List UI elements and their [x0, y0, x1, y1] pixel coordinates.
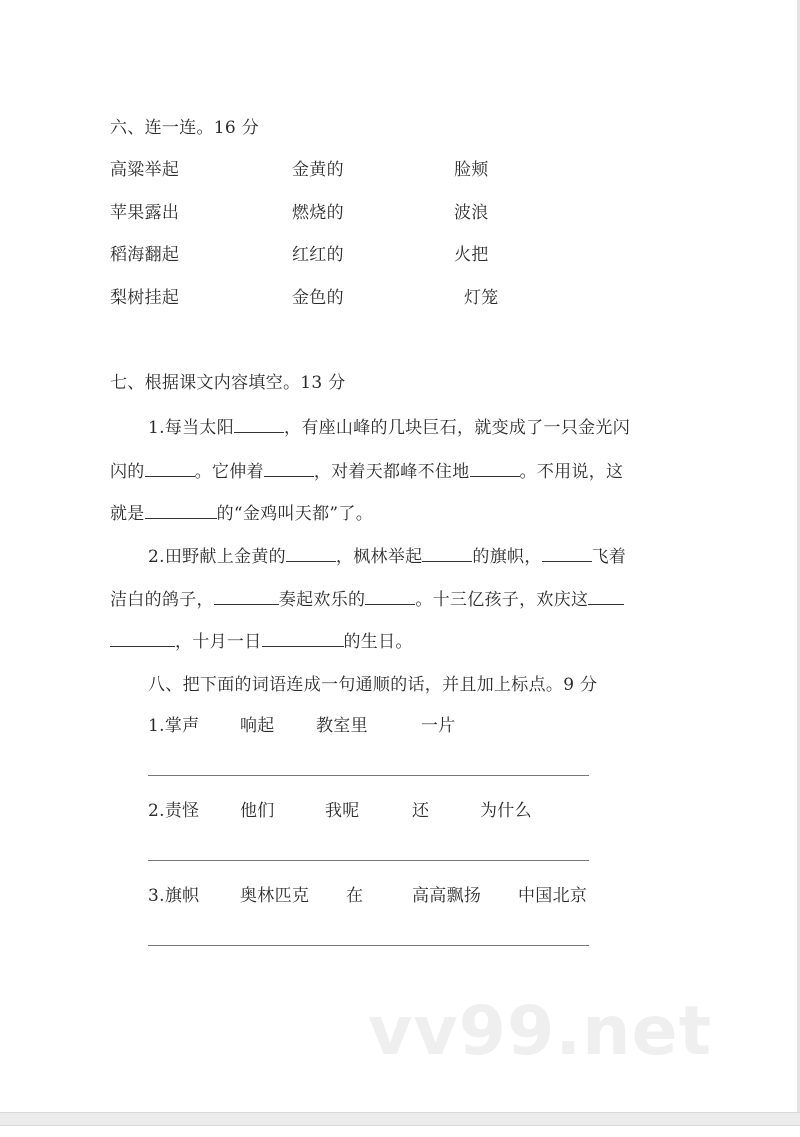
word: 一片	[421, 716, 456, 736]
fill-blank-q1-line2	[110, 462, 623, 482]
text-segment: 飞着	[591, 547, 627, 567]
word: 在	[346, 886, 364, 906]
answer-blank[interactable]	[234, 418, 284, 433]
text-segment: 1.每当太阳	[148, 418, 235, 438]
word: 2.责怪	[148, 801, 200, 821]
text-segment: ，有座山峰的几块巨石，就变成了一只金光闪	[284, 418, 631, 438]
match-right-item: 波浪	[454, 203, 489, 223]
section-8-title: 八、把下面的词语连成一句通顺的话，并且加上标点。9 分	[148, 675, 598, 695]
word: 为什么	[480, 801, 532, 821]
section-7-title: 七、根据课文内容填空。13 分	[110, 373, 346, 393]
fill-blank-q2-line1	[148, 547, 626, 567]
match-middle-item: 金黄的	[292, 160, 344, 180]
word: 他们	[240, 801, 275, 821]
word: 教室里	[316, 716, 368, 736]
answer-blank[interactable]	[145, 504, 217, 519]
text-segment: 的生日。	[343, 632, 413, 652]
word: 高高飘扬	[412, 886, 482, 906]
word: 中国北京	[518, 886, 588, 906]
answer-blank[interactable]	[286, 547, 336, 562]
match-left-item: 苹果露出	[110, 203, 180, 223]
match-middle-item: 燃烧的	[292, 203, 344, 223]
match-left-item: 梨树挂起	[110, 288, 180, 308]
text-segment: 就是	[110, 504, 145, 524]
answer-line-3[interactable]	[148, 945, 589, 946]
text-segment: ，枫林举起	[335, 547, 423, 567]
match-left-item: 稻海翻起	[110, 245, 180, 265]
text-segment: 。它伸着	[194, 462, 264, 482]
answer-blank[interactable]	[262, 632, 344, 647]
text-segment: 2.田野献上金黄的	[148, 547, 286, 567]
text-segment: 奏起欢乐的	[278, 590, 366, 610]
text-segment: 。不用说，这	[519, 462, 624, 482]
text-segment: 洁白的鸽子，	[110, 590, 214, 610]
word: 3.旗帜	[148, 886, 200, 906]
match-middle-item: 红红的	[292, 245, 344, 265]
word: 还	[412, 801, 430, 821]
word: 响起	[240, 716, 275, 736]
answer-line-1[interactable]	[148, 775, 589, 776]
answer-blank[interactable]	[365, 590, 415, 605]
answer-blank[interactable]	[422, 547, 472, 562]
answer-blank[interactable]	[588, 590, 624, 605]
match-right-item: 灯笼	[464, 288, 499, 308]
text-segment: 的旗帜，	[472, 547, 542, 567]
fill-blank-q2-line2	[110, 590, 624, 610]
watermark: vv99.net	[368, 992, 713, 1071]
answer-line-2[interactable]	[148, 860, 589, 861]
text-segment: ，十月一日	[175, 632, 262, 652]
fill-blank-q1-line1	[148, 418, 630, 438]
match-right-item: 脸颊	[454, 160, 489, 180]
answer-blank[interactable]	[542, 547, 592, 562]
text-segment: ，对着天都峰不住地	[313, 462, 470, 482]
fill-blank-q1-line3	[110, 504, 373, 524]
answer-blank[interactable]	[214, 590, 279, 605]
answer-blank[interactable]	[470, 462, 520, 477]
fill-blank-q2-line3	[110, 632, 413, 652]
answer-blank[interactable]	[264, 462, 314, 477]
text-segment: 。十三亿孩子，欢庆这	[415, 590, 589, 610]
match-left-item: 高粱举起	[110, 160, 180, 180]
answer-blank[interactable]	[145, 462, 195, 477]
word: 奥林匹克	[240, 886, 310, 906]
word: 1.掌声	[148, 716, 200, 736]
section-6-title: 六、连一连。16 分	[110, 118, 260, 138]
match-middle-item: 金色的	[292, 288, 344, 308]
text-segment: 的“金鸡叫天都”了。	[216, 504, 373, 524]
match-right-item: 火把	[454, 245, 489, 265]
text-segment: 闪的	[110, 462, 145, 482]
word: 我呢	[325, 801, 360, 821]
page-separator	[0, 1112, 800, 1126]
answer-blank[interactable]	[110, 632, 175, 647]
